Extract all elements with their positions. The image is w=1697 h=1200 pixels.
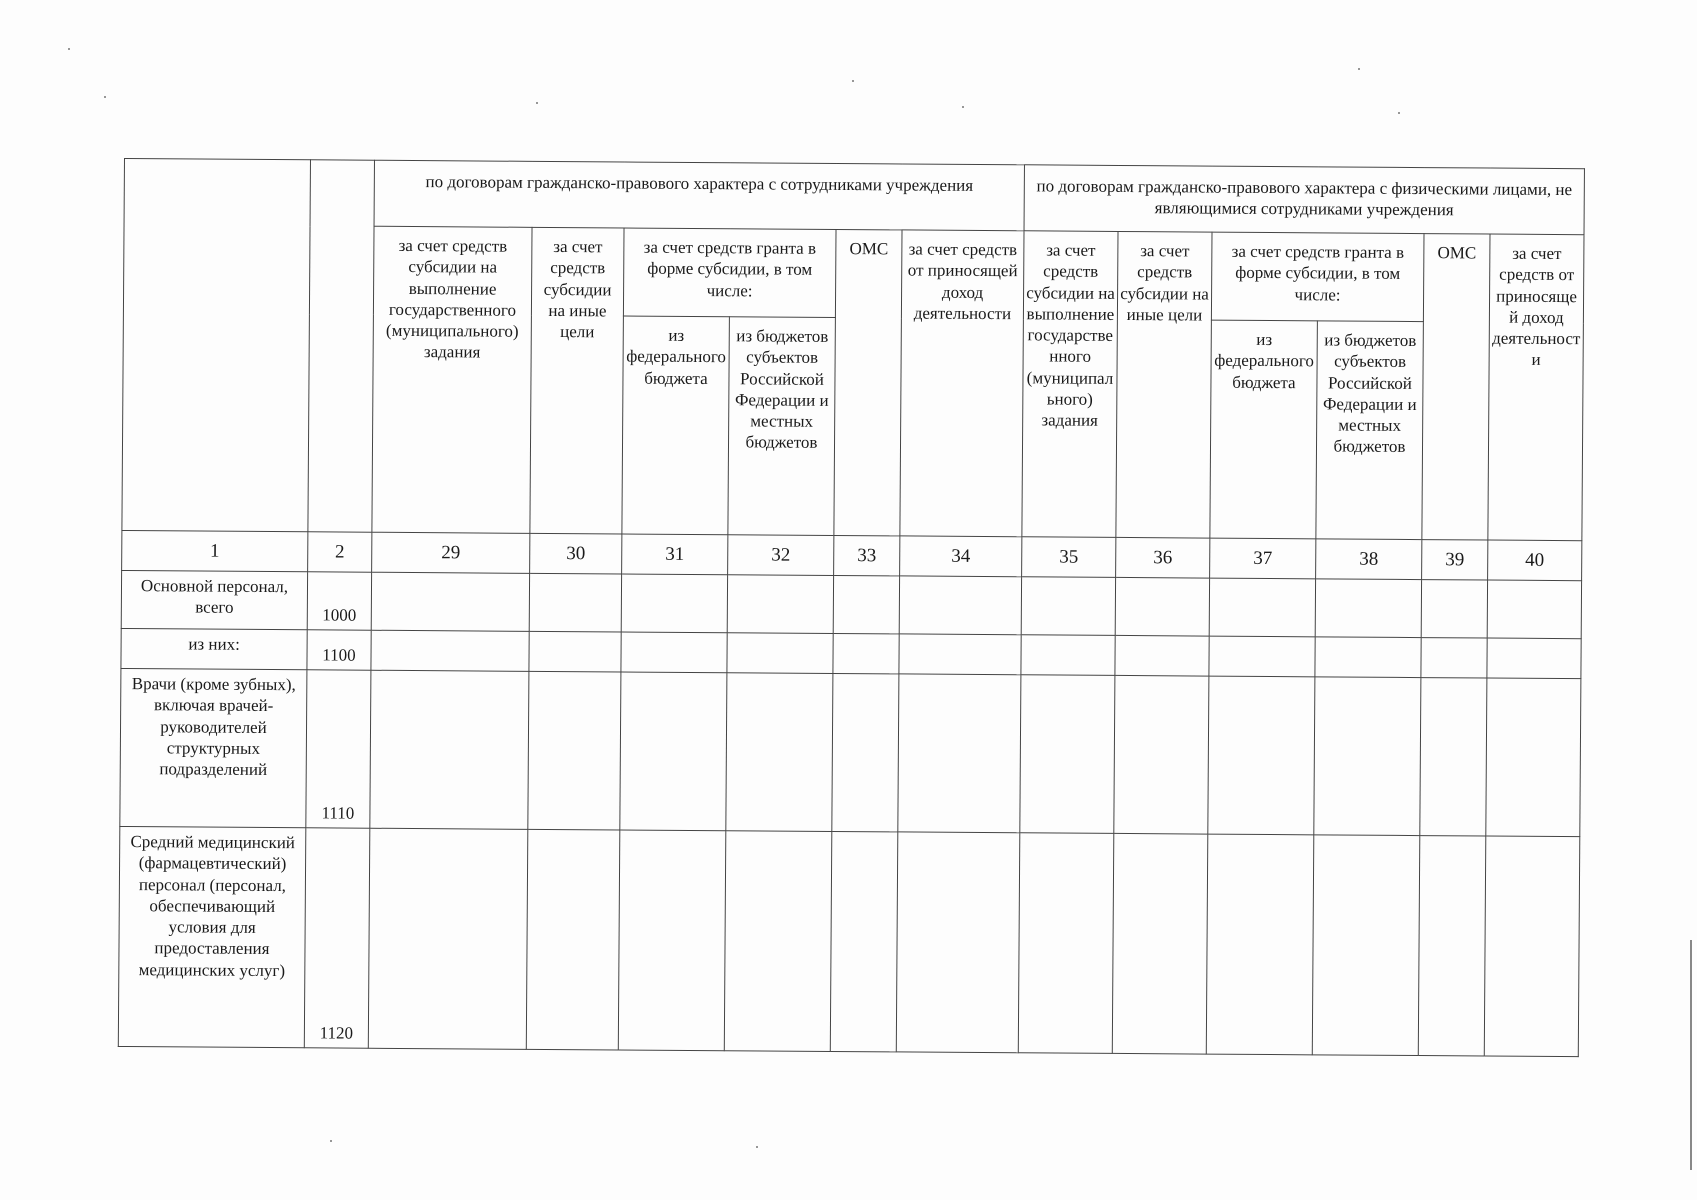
row-code: 1110 <box>306 670 371 828</box>
col-header-subsidy-task: за счет средств субсидии на выполнение государственного (муниципального) задания <box>372 226 532 533</box>
scan-speck <box>1398 112 1400 114</box>
column-number: 36 <box>1116 537 1210 578</box>
data-cell <box>1312 835 1420 1056</box>
scan-speck <box>962 106 964 108</box>
column-number: 37 <box>1210 538 1316 579</box>
data-cell <box>618 830 726 1051</box>
data-cell <box>1209 578 1315 637</box>
data-cell <box>620 672 727 831</box>
row-code: 1120 <box>304 828 370 1048</box>
data-cell <box>528 671 621 830</box>
column-number: 30 <box>530 533 622 574</box>
col-header-grant: за счет средств гранта в форме субсидии, в том числе: <box>623 228 836 317</box>
column-number: 2 <box>308 532 372 572</box>
data-cell <box>1020 675 1115 834</box>
row-label: из них: <box>121 628 307 669</box>
data-cell <box>1315 637 1421 678</box>
column-number: 1 <box>122 530 308 571</box>
data-cell <box>896 832 1020 1053</box>
data-cell <box>1486 678 1581 837</box>
column-number: 31 <box>622 534 728 575</box>
data-cell <box>529 573 621 632</box>
data-cell <box>1418 836 1486 1056</box>
row-label: Средний медицинский (фармацевтический) персонал (персонал, обеспечивающий условия для предоставления медицинских услуг) <box>118 826 306 1047</box>
data-cell <box>1021 577 1115 636</box>
data-cell <box>724 831 832 1052</box>
data-cell <box>529 631 621 672</box>
data-cell <box>1420 678 1487 836</box>
data-cell <box>832 673 899 831</box>
data-cell <box>899 634 1021 675</box>
data-cell <box>1021 635 1115 676</box>
table-row <box>121 570 1581 638</box>
data-cell <box>1421 580 1487 638</box>
data-cell <box>1487 638 1581 679</box>
data-cell <box>727 633 833 674</box>
data-cell <box>621 632 727 673</box>
data-cell <box>621 574 727 633</box>
table-row <box>120 668 1581 836</box>
scan-speck <box>68 48 70 50</box>
data-cell <box>898 674 1021 833</box>
staff-table-container <box>118 158 1585 1057</box>
row-label: Врачи (кроме зубных), включая врачей-руководителей структурных подразделений <box>120 668 307 827</box>
col-header-oms: ОМС <box>834 229 902 535</box>
scan-speck <box>536 102 538 104</box>
group-header-employees: по договорам гражданско-правового характера с сотрудниками учреждения <box>374 160 1024 231</box>
data-cell <box>368 828 528 1049</box>
data-cell <box>833 633 899 673</box>
data-cell <box>727 575 833 634</box>
data-cell <box>1208 676 1315 835</box>
col-header-grant-regional: из бюджетов субъектов Российской Федерации и местных бюджетов <box>1316 321 1424 540</box>
col-header-subsidy-other: за счет средств субсидии на иные цели <box>1116 231 1212 538</box>
col-header-grant-regional: из бюджетов субъектов Российской Федерации и местных бюджетов <box>728 317 836 536</box>
header-empty-cell <box>308 160 375 532</box>
column-number: 29 <box>372 532 530 573</box>
staff-payments-table <box>118 158 1585 1057</box>
row-label: Основной персонал, всего <box>121 570 307 629</box>
column-number: 33 <box>834 535 900 575</box>
col-header-oms: ОМС <box>1422 234 1490 540</box>
col-header-grant-federal: из федерального бюджета <box>1210 320 1318 539</box>
data-cell <box>371 572 529 631</box>
col-header-income: за счет средств от приносящей доход деятельности <box>900 230 1024 537</box>
data-cell <box>526 829 620 1050</box>
col-header-income: за счет средств от приносящей доход деятельности <box>1488 234 1584 541</box>
data-cell <box>833 575 899 633</box>
column-number: 39 <box>1422 540 1488 580</box>
column-number: 40 <box>1488 540 1582 581</box>
data-cell <box>1018 833 1114 1054</box>
data-cell <box>1209 636 1315 677</box>
column-number: 32 <box>728 535 834 576</box>
scan-speck <box>852 80 854 82</box>
column-number: 35 <box>1022 537 1116 578</box>
data-cell <box>1314 677 1421 836</box>
col-header-grant-federal: из федерального бюджета <box>622 316 730 535</box>
data-cell <box>1487 580 1581 639</box>
data-cell <box>1114 675 1209 834</box>
column-number: 38 <box>1316 539 1422 580</box>
scan-speck <box>104 96 106 98</box>
scan-speck <box>1358 68 1360 70</box>
data-cell <box>1484 836 1580 1057</box>
header-empty-cell <box>122 159 311 532</box>
row-code: 1100 <box>307 630 371 670</box>
scan-speck <box>756 1146 758 1148</box>
col-header-subsidy-other: за счет средств субсидии на иные цели <box>530 227 624 534</box>
data-cell <box>1206 834 1314 1055</box>
data-cell <box>1112 833 1208 1054</box>
data-cell <box>1115 577 1209 636</box>
data-cell <box>899 576 1021 635</box>
data-cell <box>1421 638 1487 678</box>
column-number: 34 <box>900 536 1022 577</box>
table-row <box>118 826 1580 1056</box>
data-cell <box>370 670 529 829</box>
data-cell <box>371 630 529 671</box>
data-cell <box>1115 635 1209 676</box>
scan-edge-line <box>1690 940 1692 1170</box>
group-header-non-employees: по договорам гражданско-правового характера с физическими лицами, не являющимися сотрудниками учреждения <box>1024 165 1584 235</box>
scan-speck <box>330 1140 332 1142</box>
col-header-subsidy-task: за счет средств субсидии на выполнение государственного (муниципального) задания <box>1022 231 1118 538</box>
data-cell <box>726 673 833 832</box>
col-header-grant: за счет средств гранта в форме субсидии, в том числе: <box>1211 232 1424 321</box>
row-code: 1000 <box>307 572 371 630</box>
data-cell <box>1315 579 1421 638</box>
data-cell <box>830 831 898 1051</box>
